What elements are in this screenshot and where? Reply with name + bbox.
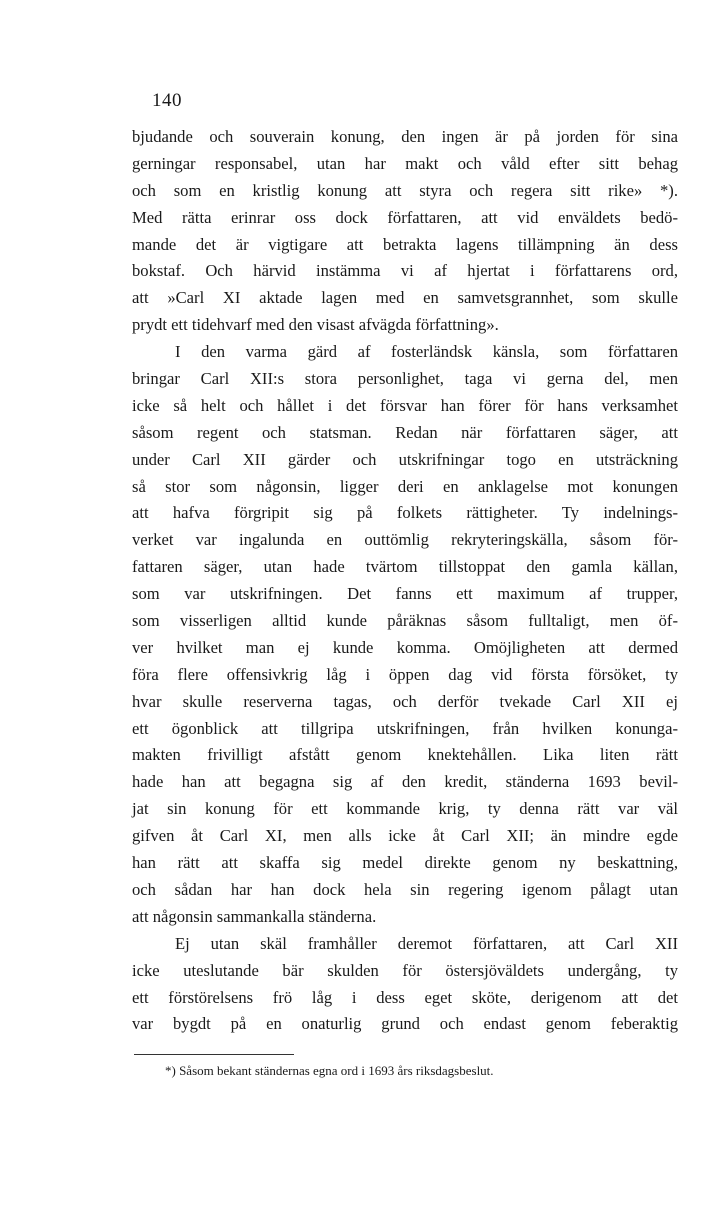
text-line: han rätt att skaffa sig medel direkte genom ny beskattning, (132, 853, 678, 873)
text-line: föra flere offensivkrig låg i öppen dag vid första försöket, ty (132, 664, 678, 684)
paragraph (132, 339, 678, 931)
text-line: och sådan har han dock hela sin regering igenom pålagt utan (132, 879, 678, 899)
text-line: var bygdt på en onaturlig grund och endast genom feberaktig (132, 1014, 678, 1034)
text-line: hade han att begagna sig af den kredit, ständerna 1693 bevil- (132, 772, 678, 792)
text-line: ett förstörelsens frö låg i dess eget sköte, derigenom att det (132, 987, 678, 1007)
paragraph (132, 931, 678, 1039)
text-line: och som en kristlig konung att styra och regera sitt rike» *). (132, 180, 678, 200)
text-line: bringar Carl XII:s stora personlighet, taga vi gerna del, men (132, 369, 678, 389)
text-line: makten frivilligt afstått genom knektehållen. Lika liten rätt (132, 745, 678, 765)
text-line: fattaren säger, utan hade tvärtom tillstoppat den gamla källan, (132, 557, 678, 577)
text-line: I den varma gärd af fosterländsk känsla, som författaren (175, 342, 678, 362)
text-line: Med rätta erinrar oss dock författaren, att vid enväldets bedö- (132, 207, 678, 227)
text-line: gerningar responsabel, utan har makt och våld efter sitt behag (132, 153, 678, 173)
text-line: såsom regent och statsman. Redan när författaren säger, att (132, 422, 678, 442)
text-line: att hafva förgripit sig på folkets rättigheter. Ty indelnings- (132, 503, 678, 523)
text-line: icke uteslutande bär skulden för östersjöväldets undergång, ty (132, 960, 678, 980)
text-line: ver hvilket man ej kunde komma. Omöjligheten att dermed (132, 637, 678, 657)
text-line: under Carl XII gärder och utskrifningar togo en utsträckning (132, 449, 678, 469)
footnote: *) Såsom bekant ständernas egna ord i 1693 års riksdagsbeslut. (165, 1063, 494, 1078)
text-line: så stor som någonsin, ligger deri en anklagelse mot konungen (132, 476, 678, 496)
text-line: som visserligen alltid kunde påräknas såsom fulltaligt, men öf- (132, 611, 678, 631)
text-line: jat sin konung för ett kommande krig, ty denna rätt var väl (132, 799, 678, 819)
text-line: prydt ett tidehvarf med den visast afvägda författning». (132, 315, 499, 335)
text-line: mande det är vigtigare att betrakta lagens tillämpning än dess (132, 234, 678, 254)
text-line: bjudande och souverain konung, den ingen är på jorden för sina (132, 127, 678, 146)
text-line: hvar skulle reserverna tagas, och derför tvekade Carl XII ej (132, 691, 678, 711)
text-line: icke så helt och hållet i det försvar han förer för hans verksamhet (132, 395, 678, 415)
body-text (132, 124, 678, 1038)
paragraph (132, 124, 678, 339)
text-line: att »Carl XI aktade lagen med en samvetsgrannhet, som skulle (132, 288, 678, 308)
text-line: som var utskrifningen. Det fanns ett maximum af trupper, (132, 584, 678, 604)
text-line: verket var ingalunda en outtömlig rekryteringskälla, såsom för- (132, 530, 678, 550)
text-line: Ej utan skäl framhåller deremot författaren, att Carl XII (175, 933, 678, 953)
page-number: 140 (152, 90, 182, 111)
footnote-divider (134, 1054, 294, 1055)
text-line: bokstaf. Och härvid instämma vi af hjertat i författarens ord, (132, 261, 678, 281)
text-line: att någonsin sammankalla ständerna. (132, 906, 377, 926)
text-line: gifven åt Carl XI, men alls icke åt Carl XII; än mindre egde (132, 826, 678, 846)
text-line: ett ögonblick att tillgripa utskrifningen, från hvilken konunga- (132, 718, 678, 738)
